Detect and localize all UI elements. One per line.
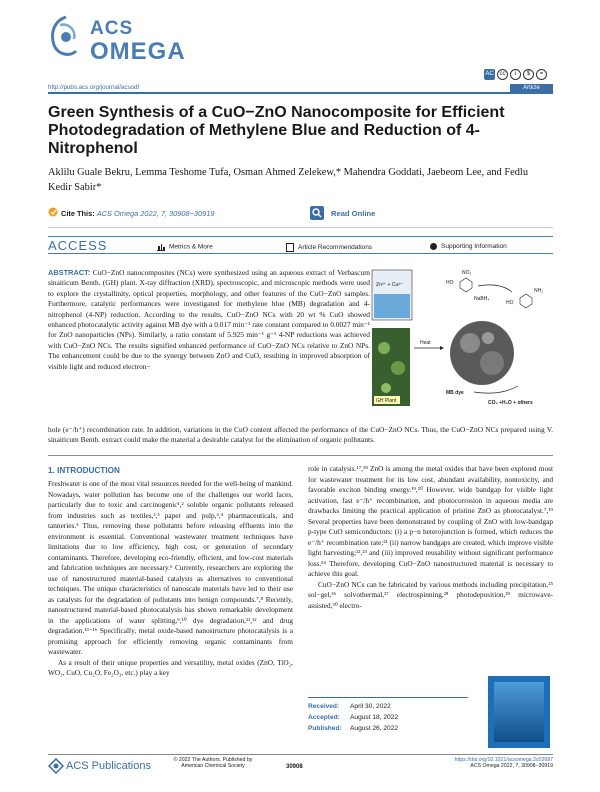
ho-label-2: HO — [506, 300, 514, 306]
recommendations-label: Article Recommendations — [298, 244, 373, 252]
paragraph: Freshwater is one of the most vital resources needed for the well-being of mankind. Nowadays, water pollution has become one of the challenges our world faces, particularly due to toxic and carcinogenic¹,² soluble organic pollutants released from industries such as textiles,²,³ paper and pulp,³,⁴ pharmaceuticals, and tanneries.⁵ Thus, removing these pollutants before releasing effluents into the environment is essential. Conventional wastewater treatment techniques have limitations due to low efficiency, high cost, or generation of secondary contaminants. Therefore, developing eco-friendly, efficient, and low-cost materials and fabrication techniques are necessary.⁶ Currently, researchers are exploring the use of nanostructured material-based catalysts as alternatives to conventional techniques. The unique characteristics of nanoscale materials have led to their use as catalysts for the degradation of pollutants into benign compounds.⁷,⁸ Recently, nanostructured material-based photocatalysis has shown remarkable development in the applications of water splitting,⁹,¹⁰ dye degradation,¹¹,¹² and drug degradation.¹³⁻¹⁶ Specifically, metal oxide-based nanostructure photocatalysis is a promising approach for efficiently removing organic contaminants from wastewater. — [48, 479, 293, 656]
logo-text-omega: OMEGA — [90, 38, 186, 65]
paragraph: As a result of their unique properties and versatility, metal oxides (ZnO, TiO₂, WO₃, CuO, Cu₂O, Fe₂O₃, etc.) play a key — [48, 657, 293, 677]
journal-url[interactable]: http://pubs.acs.org/journal/acsodf — [48, 84, 140, 91]
received-label: Received: — [308, 703, 340, 710]
license-icons[interactable] — [484, 62, 549, 77]
page-title: Green Synthesis of a CuO−ZnO Nanocomposite for Efficient Photodegradation of Methylene Blue and Reduction of 4-Nitrophenol — [48, 104, 505, 157]
access-label: ACCESS — [48, 238, 108, 253]
authors: Aklilu Guale Bekru, Lemma Teshome Tufa, Osman Ahmed Zelekew,* Mahendra Goddati, Jaebeom Lee, and Fedlu Kedir Sabir* — [48, 167, 529, 193]
gh-plant-label: GH Plant — [376, 398, 397, 404]
abstract-label: ABSTRACT: — [48, 268, 91, 277]
article-badge: Article — [510, 84, 553, 93]
body-column-right — [308, 464, 553, 611]
accepted-date: August 18, 2022 — [350, 714, 399, 721]
access-rule-bottom — [48, 253, 553, 254]
body-column-left — [48, 479, 293, 679]
journal-ref: ACS Omega 2022, 7, 30908−30919 — [470, 763, 553, 770]
recommendations-link[interactable] — [286, 243, 372, 252]
mb-dye-label: MB dye — [446, 390, 464, 396]
toc-graphic — [370, 268, 552, 413]
access-rule-top — [48, 236, 553, 237]
accepted-label: Accepted: — [308, 714, 340, 721]
noncommercial-icon: $ — [523, 69, 534, 80]
ho-label-1: HO — [446, 280, 454, 286]
supporting-info-link[interactable] — [430, 243, 507, 250]
document-icon — [286, 243, 294, 252]
heat-label: Heat — [420, 340, 431, 346]
abstract-body: CuO−ZnO nanocomposites (NCs) were synthesized using an aqueous extract of Verbascum sinaiticum Benth. (GH) plant. X-ray diffraction (XRD), spectroscopic, and microscopic methods were used to explore the crystallinity, optical properties, morphology, and other features of the CuO−ZnO samples. Furthermore, catalytic performances were investigated for methylene blue (MB) degradation and 4-nitrophenol (4-NP) reduction. According to the results, CuO−ZnO NCs with 20 wt % CuO showed enhanced photocatalytic activity against MB dye with a 0.017 min⁻¹ rate constant compared to 0.0027 min⁻¹ for ZnO nanoparticles (NPs). Similarly, a ratio constant of 5.925 min⁻¹ g⁻¹ 4-NP reductions was achieved with CuO−ZnO NCs. The results signified enhanced performance of CuO−ZnO NCs relative to ZnO NPs. The enhancement could be due to the synergy between ZnO and CuO, resulting in improved absorption of visible light and reduced electron− — [48, 268, 370, 371]
nh2-label: NH₂ — [534, 288, 544, 294]
cite-ref: 2022, 7, 30908−30919 — [140, 209, 215, 218]
doi-link[interactable]: https://doi.org/10.1021/acsomega.2c02687 — [454, 757, 553, 763]
acs-publications-logo-icon — [48, 758, 64, 774]
abstract-continued: hole (e⁻/h⁺) recombination rate. In addition, variations in the CuO content affected the performance of the CuO−ZnO NCs. Thus, the CuO−ZnO NCs prepared using V. sinaiticum Benth. extract could make the material a desirable catalyst for the elimination of organic pollutants. — [48, 425, 553, 445]
paragraph: CuO−ZnO NCs can be fabricated by various methods including precipitation,²⁵ sol−gel,²⁶ solvothermal,²⁷ electrospinning,²⁸ photodeposition,²⁹ microwave-assisted,³⁰ electro- — [308, 579, 553, 610]
zn-cu-label: Zn²⁺ + Cu²⁺ — [376, 282, 403, 288]
publisher-name: ACS Publications — [66, 760, 151, 772]
header-rule — [48, 92, 553, 94]
metrics-link[interactable] — [157, 243, 213, 251]
cite-icon — [48, 207, 58, 217]
products-label: CO₂ +H₂O + others — [488, 400, 533, 406]
copyright: © 2022 The Authors. Published by American Chemical Society — [173, 757, 253, 770]
page-number: 30908 — [286, 764, 303, 770]
cite-label: Cite This: — [61, 209, 95, 218]
bar-chart-icon — [157, 243, 165, 251]
abstract-text — [48, 268, 370, 372]
attribution-icon: i — [510, 69, 521, 80]
published-date: August 26, 2022 — [350, 725, 399, 732]
logo-text-acs: ACS — [90, 18, 134, 39]
metrics-label: Metrics & More — [169, 243, 213, 251]
doi-block — [430, 757, 553, 770]
acs-omega-logo-icon — [46, 15, 86, 59]
noderivs-icon: = — [536, 69, 547, 80]
read-online-icon — [310, 206, 324, 220]
nabh4-label: NaBH₄ — [474, 296, 490, 302]
published-label: Published: — [308, 725, 342, 732]
received-date: April 30, 2022 — [350, 703, 391, 710]
footer-rule — [48, 754, 553, 755]
paragraph: role in catalysis.¹⁷,¹⁸ ZnO is among the metal oxides that have been explored most for wastewater treatment for its low cost, abundant availability, nontoxicity, and favorable exciton binding energy.¹⁹,²⁰ However, wide bandgap for visible light activation, fast e⁻/h⁺ recombination, and photocorrosion in aqueous media are drawbacks limiting the practical application of pristine ZnO as photocatalyst.⁷,¹⁹ Several properties have been demonstrated by coupling of ZnO with low-bandgap p-type CuO semiconductors: (i) a p−n heterojunction is formed, which reduces the e⁻/h⁺ recombination rate;²¹ (ii) narrow bandgaps are created, which improve visible light harvesting;²²,²³ and (iii) improved reusability without significant performance loss.²⁴ Therefore, developing CuO−ZnO nanostructured material is necessary to achieve this goal. — [308, 464, 553, 578]
section-heading: 1. INTRODUCTION — [48, 466, 120, 475]
journal-cover-thumbnail — [488, 676, 550, 748]
cc-icon: cc — [497, 69, 508, 80]
publication-dates — [308, 701, 468, 734]
abstract-divider — [48, 455, 553, 456]
author-choice-icon: AC — [484, 69, 495, 80]
no2-label: NO₂ — [462, 270, 472, 276]
supporting-info-label: Supporting Information — [441, 243, 507, 251]
read-online-link[interactable]: Read Online — [331, 209, 376, 218]
supporting-info-icon — [430, 243, 437, 250]
cite-this[interactable] — [61, 209, 214, 218]
cite-divider — [48, 227, 553, 228]
cite-journal: ACS Omega — [96, 209, 139, 218]
sem-image — [450, 321, 514, 385]
